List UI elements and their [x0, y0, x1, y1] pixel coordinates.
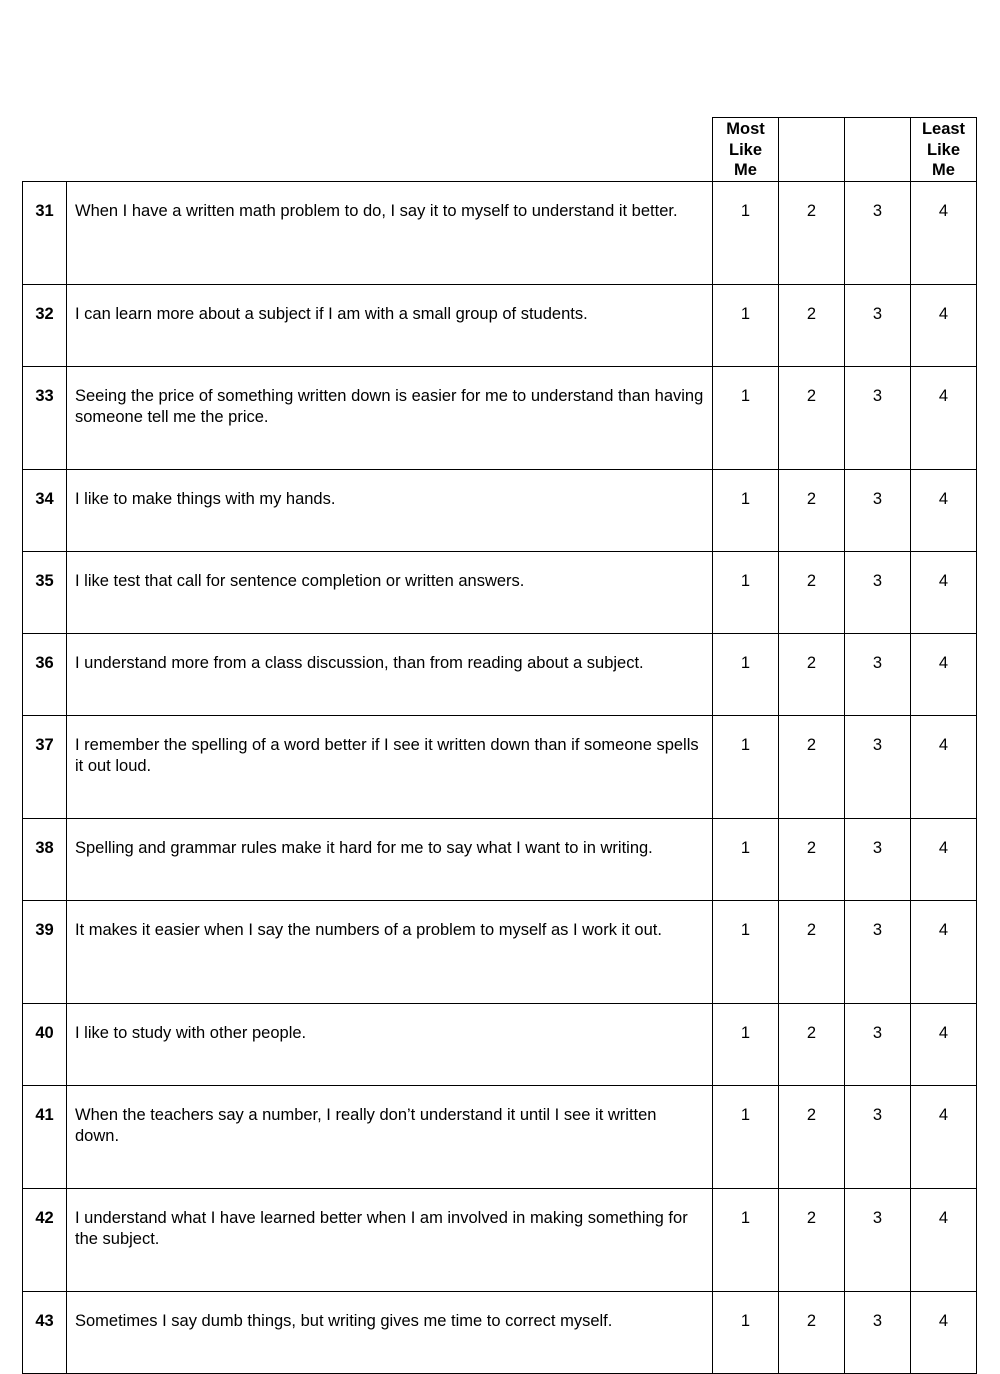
item-number: 40	[23, 1004, 67, 1086]
table-row	[23, 819, 977, 901]
score-option-4[interactable]: 4	[911, 285, 977, 367]
score-option-1[interactable]: 1	[713, 1292, 779, 1374]
item-number: 33	[23, 367, 67, 470]
header-least-line-3: Me	[932, 161, 955, 180]
header-most-line-3: Me	[734, 161, 757, 180]
score-option-4[interactable]: 4	[911, 182, 977, 285]
item-statement: I like to make things with my hands.	[67, 470, 713, 552]
score-option-1[interactable]: 1	[713, 470, 779, 552]
score-option-1[interactable]: 1	[713, 1086, 779, 1189]
table-row	[23, 182, 977, 285]
table-row	[23, 1189, 977, 1292]
score-option-3[interactable]: 3	[845, 1086, 911, 1189]
score-option-3[interactable]: 3	[845, 182, 911, 285]
score-option-1[interactable]: 1	[713, 1004, 779, 1086]
score-option-2[interactable]: 2	[779, 901, 845, 1004]
item-statement: Spelling and grammar rules make it hard for me to say what I want to in writing.	[67, 819, 713, 901]
item-statement: I like test that call for sentence completion or written answers.	[67, 552, 713, 634]
header-row	[23, 118, 977, 182]
score-option-2[interactable]: 2	[779, 1189, 845, 1292]
score-option-2[interactable]: 2	[779, 1086, 845, 1189]
item-number: 38	[23, 819, 67, 901]
score-option-4[interactable]: 4	[911, 901, 977, 1004]
score-option-3[interactable]: 3	[845, 634, 911, 716]
item-statement: I can learn more about a subject if I am with a small group of students.	[67, 285, 713, 367]
score-option-1[interactable]: 1	[713, 1189, 779, 1292]
score-option-3[interactable]: 3	[845, 367, 911, 470]
score-option-3[interactable]: 3	[845, 1292, 911, 1374]
item-statement: It makes it easier when I say the numbers of a problem to myself as I work it out.	[67, 901, 713, 1004]
score-option-4[interactable]: 4	[911, 1086, 977, 1189]
score-option-3[interactable]: 3	[845, 552, 911, 634]
survey-table	[22, 117, 977, 1374]
score-option-1[interactable]: 1	[713, 634, 779, 716]
score-option-3[interactable]: 3	[845, 716, 911, 819]
item-number: 42	[23, 1189, 67, 1292]
table-row	[23, 1086, 977, 1189]
item-number: 32	[23, 285, 67, 367]
item-number: 41	[23, 1086, 67, 1189]
score-option-3[interactable]: 3	[845, 1189, 911, 1292]
score-option-2[interactable]: 2	[779, 285, 845, 367]
header-most-line-2: Like	[728, 140, 763, 159]
item-number: 43	[23, 1292, 67, 1374]
item-number: 37	[23, 716, 67, 819]
table-row	[23, 901, 977, 1004]
score-option-2[interactable]: 2	[779, 1292, 845, 1374]
header-col-2	[779, 118, 845, 182]
score-option-2[interactable]: 2	[779, 470, 845, 552]
header-least-like-me	[911, 118, 977, 182]
item-number: 31	[23, 182, 67, 285]
score-option-3[interactable]: 3	[845, 819, 911, 901]
score-option-4[interactable]: 4	[911, 552, 977, 634]
item-number: 39	[23, 901, 67, 1004]
header-col-3	[845, 118, 911, 182]
table-row	[23, 367, 977, 470]
score-option-4[interactable]: 4	[911, 1189, 977, 1292]
score-option-4[interactable]: 4	[911, 819, 977, 901]
score-option-4[interactable]: 4	[911, 1004, 977, 1086]
table-row	[23, 1292, 977, 1374]
score-option-3[interactable]: 3	[845, 470, 911, 552]
item-statement: When I have a written math problem to do, I say it to myself to understand it better.	[67, 182, 713, 285]
score-option-1[interactable]: 1	[713, 552, 779, 634]
header-blank-number	[23, 118, 67, 182]
item-statement: I like to study with other people.	[67, 1004, 713, 1086]
item-statement: Seeing the price of something written down is easier for me to understand than having someone tell me the price.	[67, 367, 713, 470]
header-least-line-2: Like	[926, 140, 961, 159]
table-row	[23, 1004, 977, 1086]
score-option-2[interactable]: 2	[779, 182, 845, 285]
score-option-1[interactable]: 1	[713, 182, 779, 285]
score-option-4[interactable]: 4	[911, 1292, 977, 1374]
score-option-2[interactable]: 2	[779, 367, 845, 470]
item-number: 35	[23, 552, 67, 634]
table-row	[23, 470, 977, 552]
score-option-1[interactable]: 1	[713, 716, 779, 819]
header-most-line-1: Most	[726, 120, 765, 139]
score-option-4[interactable]: 4	[911, 716, 977, 819]
item-number: 34	[23, 470, 67, 552]
score-option-1[interactable]: 1	[713, 819, 779, 901]
item-statement: Sometimes I say dumb things, but writing gives me time to correct myself.	[67, 1292, 713, 1374]
score-option-4[interactable]: 4	[911, 470, 977, 552]
header-blank-statement	[67, 118, 713, 182]
item-number: 36	[23, 634, 67, 716]
table-row	[23, 285, 977, 367]
item-statement: I understand what I have learned better when I am involved in making something for the subject.	[67, 1189, 713, 1292]
score-option-3[interactable]: 3	[845, 285, 911, 367]
header-most-like-me	[713, 118, 779, 182]
score-option-4[interactable]: 4	[911, 634, 977, 716]
table-row	[23, 716, 977, 819]
item-statement: I understand more from a class discussion, than from reading about a subject.	[67, 634, 713, 716]
score-option-1[interactable]: 1	[713, 901, 779, 1004]
score-option-1[interactable]: 1	[713, 367, 779, 470]
score-option-2[interactable]: 2	[779, 819, 845, 901]
score-option-4[interactable]: 4	[911, 367, 977, 470]
score-option-1[interactable]: 1	[713, 285, 779, 367]
score-option-2[interactable]: 2	[779, 1004, 845, 1086]
header-least-line-1: Least	[921, 120, 966, 139]
score-option-2[interactable]: 2	[779, 552, 845, 634]
item-statement: When the teachers say a number, I really don’t understand it until I see it written down.	[67, 1086, 713, 1189]
table-row	[23, 634, 977, 716]
score-option-3[interactable]: 3	[845, 1004, 911, 1086]
score-option-2[interactable]: 2	[779, 716, 845, 819]
table-row	[23, 552, 977, 634]
item-statement: I remember the spelling of a word better if I see it written down than if someone spells it out loud.	[67, 716, 713, 819]
score-option-3[interactable]: 3	[845, 901, 911, 1004]
score-option-2[interactable]: 2	[779, 634, 845, 716]
